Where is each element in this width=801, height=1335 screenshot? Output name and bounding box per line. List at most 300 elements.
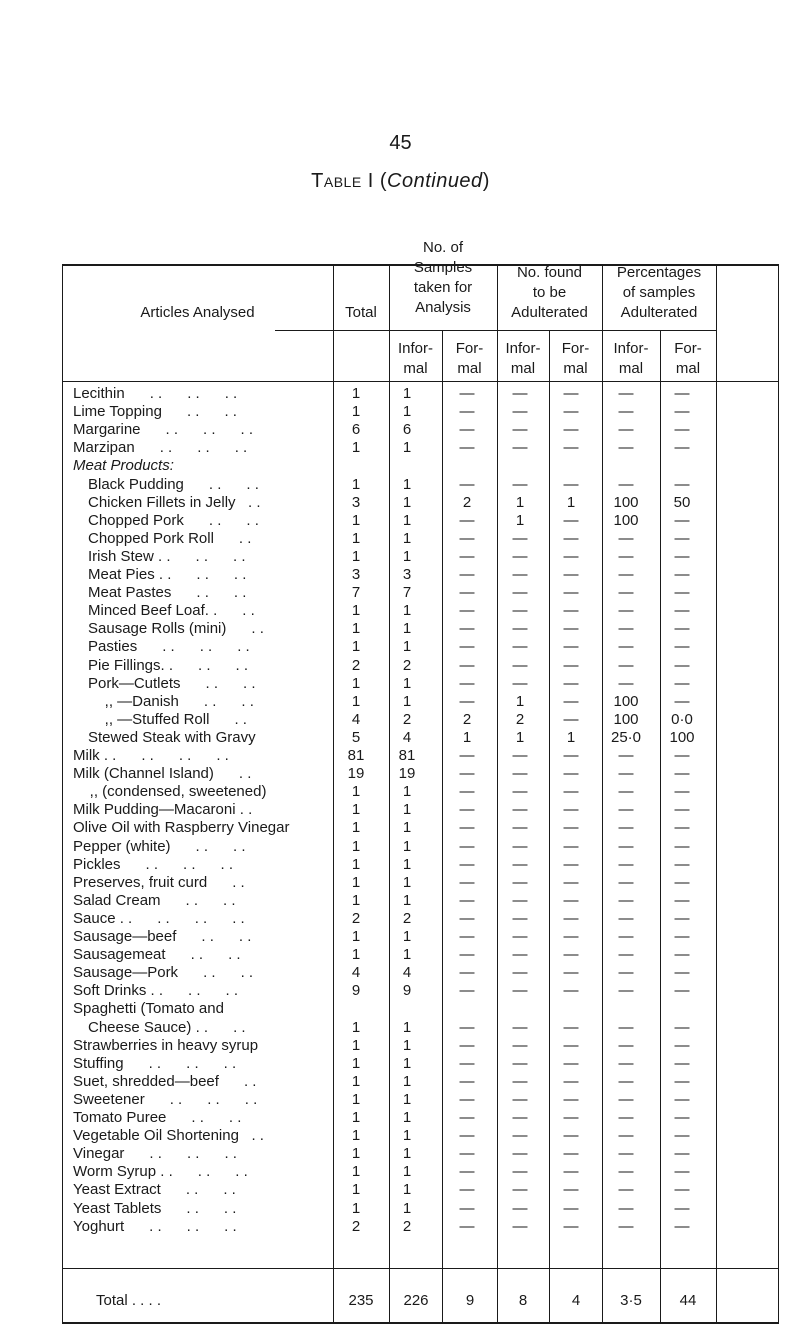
row-cell: — xyxy=(674,946,690,964)
table-row xyxy=(0,1109,801,1126)
row-cell: — xyxy=(563,421,579,439)
row-cell: — xyxy=(459,439,475,457)
row-cell: 1 xyxy=(566,493,576,511)
row-cell: 1 xyxy=(566,728,576,746)
row-cell: 1 xyxy=(351,638,361,656)
row-cell: — xyxy=(618,891,634,909)
row-cell: 1 xyxy=(351,1127,361,1145)
row-cell: — xyxy=(512,765,528,783)
row-cell: — xyxy=(618,855,634,873)
row-cell: — xyxy=(512,475,528,493)
row-cell: — xyxy=(618,964,634,982)
row-cell: — xyxy=(563,439,579,457)
row-cell: — xyxy=(512,1018,528,1036)
row-cell: 1 xyxy=(351,1109,361,1126)
row-cell: 1 xyxy=(351,385,361,402)
row-cell: — xyxy=(512,385,528,402)
row-cell: 1 xyxy=(402,1199,412,1217)
table-row xyxy=(0,838,801,855)
row-cell: — xyxy=(618,385,634,402)
row-cell: — xyxy=(459,1036,475,1054)
row-cell: — xyxy=(459,837,475,855)
table-row xyxy=(0,1000,801,1017)
row-cell: — xyxy=(674,439,690,457)
row-cell: — xyxy=(563,964,579,982)
row-cell: 0·0 xyxy=(671,710,693,728)
row-cell: — xyxy=(563,855,579,873)
subheader-found-formal xyxy=(549,339,602,379)
row-cell: 1 xyxy=(351,873,361,891)
header-samples-line3: taken for xyxy=(413,279,473,296)
row-cell: — xyxy=(674,584,690,602)
row-cell: 1 xyxy=(462,728,472,746)
row-cell: — xyxy=(618,620,634,638)
header-samples-line1: No. of xyxy=(422,239,464,256)
row-cell: 1 xyxy=(402,493,412,511)
row-cell: — xyxy=(459,1109,475,1126)
row-cell: — xyxy=(618,421,634,439)
row-cell: 3 xyxy=(402,566,412,583)
row-cell: 4 xyxy=(402,964,412,982)
row-cell: — xyxy=(618,1199,634,1217)
row-cell: — xyxy=(674,982,690,1000)
row-label: Pasties . . . . . . xyxy=(88,638,250,656)
row-cell: — xyxy=(459,928,475,945)
row-cell: — xyxy=(618,1163,634,1181)
row-cell: 9 xyxy=(402,982,412,1000)
row-cell: — xyxy=(459,1145,475,1163)
row-cell: 19 xyxy=(398,765,416,783)
header-rule xyxy=(62,381,778,382)
row-cell: — xyxy=(563,747,579,764)
subheader-text: mal xyxy=(457,360,482,377)
row-cell: — xyxy=(459,1217,475,1235)
row-label: Pepper (white) . . . . xyxy=(73,837,246,855)
row-cell: — xyxy=(618,1090,634,1108)
row-label: Suet, shredded—beef . . xyxy=(73,1072,257,1090)
row-label: Meat Pastes . . . . xyxy=(88,584,247,602)
row-cell: — xyxy=(674,620,690,638)
table-row xyxy=(0,638,801,655)
row-cell: — xyxy=(459,674,475,692)
row-label: Yoghurt . . . . . . xyxy=(73,1217,237,1235)
row-cell: 4 xyxy=(351,710,361,728)
row-cell: 2 xyxy=(351,656,361,674)
table-row xyxy=(0,584,801,601)
row-cell: — xyxy=(563,1127,579,1145)
table-row xyxy=(0,910,801,927)
row-cell: 1 xyxy=(351,1199,361,1217)
row-cell: — xyxy=(512,747,528,764)
table-row xyxy=(0,1073,801,1090)
row-cell: — xyxy=(618,909,634,927)
row-cell: — xyxy=(459,1090,475,1108)
row-cell: 6 xyxy=(402,421,412,439)
table-row xyxy=(0,1127,801,1144)
row-cell: — xyxy=(674,1217,690,1235)
row-cell: — xyxy=(512,421,528,439)
row-label: Stewed Steak with Gravy xyxy=(88,728,256,746)
table-row xyxy=(0,801,801,818)
row-label: Marzipan . . . . . . xyxy=(73,439,248,457)
table-row xyxy=(0,892,801,909)
row-cell: — xyxy=(459,801,475,819)
table-row xyxy=(0,928,801,945)
row-cell: — xyxy=(512,403,528,421)
row-cell: — xyxy=(563,946,579,964)
row-cell: — xyxy=(512,1036,528,1054)
row-cell: — xyxy=(674,692,690,710)
subheader-text: mal xyxy=(563,360,588,377)
row-cell: 2 xyxy=(462,493,472,511)
row-cell: — xyxy=(674,1199,690,1217)
row-cell: — xyxy=(674,855,690,873)
row-cell: — xyxy=(459,1127,475,1145)
table-row xyxy=(0,476,801,493)
row-cell: 1 xyxy=(402,1018,412,1036)
table-row xyxy=(0,1055,801,1072)
row-cell: 6 xyxy=(351,421,361,439)
row-cell: 1 xyxy=(402,1054,412,1072)
row-cell: — xyxy=(618,1217,634,1235)
table-row xyxy=(0,856,801,873)
row-label: Sweetener . . . . . . xyxy=(73,1090,258,1108)
row-cell: — xyxy=(618,674,634,692)
row-cell: — xyxy=(563,710,579,728)
row-cell: 1 xyxy=(351,439,361,457)
table-row xyxy=(0,566,801,583)
row-cell: — xyxy=(459,1018,475,1036)
row-cell: — xyxy=(563,656,579,674)
table-row xyxy=(0,765,801,782)
row-label: Preserves, fruit curd . . xyxy=(73,873,245,891)
subheader-text: mal xyxy=(403,360,428,377)
table-row xyxy=(0,602,801,619)
row-cell: — xyxy=(459,566,475,583)
table-row xyxy=(0,1218,801,1235)
subheader-samples-informal xyxy=(389,339,442,379)
header-samples-taken xyxy=(389,238,497,318)
row-cell: 2 xyxy=(351,909,361,927)
table-row xyxy=(0,1145,801,1162)
header-percent-line3: Adulterated xyxy=(620,304,698,321)
row-cell: 1 xyxy=(351,547,361,565)
row-label: Sausage—Pork . . . . xyxy=(73,964,254,982)
total-cell: 3·5 xyxy=(620,1292,642,1309)
row-cell: 1 xyxy=(402,1163,412,1181)
row-cell: — xyxy=(459,638,475,656)
row-cell: — xyxy=(674,1181,690,1199)
row-cell: — xyxy=(674,801,690,819)
row-cell: — xyxy=(563,692,579,710)
row-cell: — xyxy=(563,1145,579,1163)
row-cell: 4 xyxy=(351,964,361,982)
row-cell: 1 xyxy=(351,783,361,801)
row-cell: 1 xyxy=(351,674,361,692)
row-cell: — xyxy=(563,837,579,855)
row-cell: 3 xyxy=(351,566,361,583)
table-row xyxy=(0,711,801,728)
row-label: Milk (Channel Island) . . xyxy=(73,765,252,783)
row-cell: — xyxy=(674,1127,690,1145)
row-cell: 1 xyxy=(351,837,361,855)
table-row xyxy=(0,620,801,637)
row-cell: — xyxy=(563,765,579,783)
row-cell: 7 xyxy=(351,584,361,602)
row-cell: — xyxy=(512,873,528,891)
row-cell: — xyxy=(618,819,634,837)
row-cell: — xyxy=(512,783,528,801)
row-cell: — xyxy=(674,1090,690,1108)
row-cell: 1 xyxy=(515,511,525,529)
row-cell: — xyxy=(459,1163,475,1181)
row-cell: 7 xyxy=(402,584,412,602)
row-cell: 1 xyxy=(402,873,412,891)
row-cell: — xyxy=(674,674,690,692)
row-cell: — xyxy=(674,529,690,547)
row-cell: — xyxy=(674,819,690,837)
row-cell: — xyxy=(459,891,475,909)
row-label: ,, —Stuffed Roll . . xyxy=(88,710,247,728)
table-row xyxy=(0,657,801,674)
row-cell: 1 xyxy=(351,692,361,710)
table-row xyxy=(0,946,801,963)
row-cell: — xyxy=(563,909,579,927)
row-label: Meat Pies . . . . . . xyxy=(88,566,247,583)
row-cell: — xyxy=(512,584,528,602)
row-cell: — xyxy=(563,638,579,656)
row-label: Chicken Fillets in Jelly . . xyxy=(88,493,261,511)
row-cell: — xyxy=(563,928,579,945)
row-label: Cheese Sauce) . . . . xyxy=(88,1018,246,1036)
page-number: 45 xyxy=(389,132,412,154)
row-cell: 1 xyxy=(351,1181,361,1199)
row-label: Sauce . . . . . . . . xyxy=(73,909,245,927)
total-rule xyxy=(62,1268,778,1269)
row-label: Vinegar . . . . . . xyxy=(73,1145,237,1163)
row-cell: — xyxy=(512,801,528,819)
row-cell: — xyxy=(618,873,634,891)
row-cell: — xyxy=(459,385,475,402)
row-cell: — xyxy=(563,1090,579,1108)
row-cell: — xyxy=(674,421,690,439)
row-cell: — xyxy=(512,819,528,837)
row-cell: — xyxy=(618,946,634,964)
row-label: ,, (condensed, sweetened) xyxy=(73,783,267,801)
row-cell: — xyxy=(618,475,634,493)
row-cell: — xyxy=(618,529,634,547)
row-cell: 100 xyxy=(613,493,639,511)
row-cell: 1 xyxy=(402,547,412,565)
row-cell: 1 xyxy=(351,1090,361,1108)
row-label: Pork—Cutlets . . . . xyxy=(88,674,256,692)
row-cell: — xyxy=(459,855,475,873)
row-cell: — xyxy=(459,620,475,638)
row-cell: 1 xyxy=(402,819,412,837)
row-cell: — xyxy=(674,837,690,855)
row-cell: 1 xyxy=(402,638,412,656)
row-cell: 1 xyxy=(402,475,412,493)
row-label: Irish Stew . . . . . . xyxy=(88,547,246,565)
row-label: Worm Syrup . . . . . . xyxy=(73,1163,248,1181)
row-cell: 1 xyxy=(351,620,361,638)
table-row xyxy=(0,1091,801,1108)
row-cell: — xyxy=(618,1181,634,1199)
row-cell: — xyxy=(618,1072,634,1090)
header-articles: Articles Analysed xyxy=(140,304,255,321)
row-cell: — xyxy=(459,1072,475,1090)
row-cell: — xyxy=(563,1199,579,1217)
row-cell: 1 xyxy=(402,1072,412,1090)
row-cell: — xyxy=(459,547,475,565)
row-cell: — xyxy=(563,801,579,819)
row-cell: — xyxy=(618,638,634,656)
row-cell: — xyxy=(512,964,528,982)
row-cell: — xyxy=(512,1109,528,1126)
header-found-line3: Adulterated xyxy=(511,304,588,321)
total-cell: 9 xyxy=(465,1292,475,1309)
row-cell: 1 xyxy=(402,801,412,819)
row-cell: 19 xyxy=(347,765,365,783)
row-label: Stuffing . . . . . . xyxy=(73,1054,237,1072)
row-cell: 1 xyxy=(402,1036,412,1054)
row-cell: — xyxy=(618,656,634,674)
row-cell: — xyxy=(563,511,579,529)
row-cell: — xyxy=(674,602,690,620)
row-cell: — xyxy=(459,909,475,927)
row-cell: 1 xyxy=(402,620,412,638)
row-cell: — xyxy=(563,873,579,891)
row-cell: 2 xyxy=(402,1217,412,1235)
row-label: Sausage Rolls (mini) . . xyxy=(88,620,264,638)
row-cell: — xyxy=(563,1072,579,1090)
row-cell: 2 xyxy=(462,710,472,728)
row-cell: 1 xyxy=(402,1127,412,1145)
header-percent-line1: Percentages xyxy=(616,264,702,281)
row-cell: — xyxy=(618,783,634,801)
row-cell: — xyxy=(459,656,475,674)
table-row xyxy=(0,982,801,999)
row-cell: — xyxy=(512,909,528,927)
header-total: Total xyxy=(345,304,377,321)
row-cell: 1 xyxy=(351,928,361,945)
row-cell: — xyxy=(512,837,528,855)
row-label: Chopped Pork Roll . . xyxy=(88,529,252,547)
row-cell: — xyxy=(459,747,475,764)
row-cell: — xyxy=(563,1181,579,1199)
row-cell: 9 xyxy=(351,982,361,1000)
subheader-text: Infor- xyxy=(397,340,433,357)
row-cell: — xyxy=(674,1054,690,1072)
total-cell: 8 xyxy=(518,1292,528,1309)
row-cell: — xyxy=(674,747,690,764)
row-cell: — xyxy=(459,783,475,801)
row-cell: — xyxy=(563,547,579,565)
row-cell: — xyxy=(459,946,475,964)
subheader-text: mal xyxy=(510,360,536,377)
subheader-text: For- xyxy=(455,340,484,357)
row-cell: — xyxy=(512,547,528,565)
row-cell: 2 xyxy=(402,656,412,674)
row-cell: — xyxy=(459,529,475,547)
table-title xyxy=(0,170,801,193)
row-cell: — xyxy=(674,928,690,945)
subheader-samples-formal xyxy=(442,339,497,379)
table-row xyxy=(0,494,801,511)
row-cell: — xyxy=(674,1163,690,1181)
table-row xyxy=(0,1037,801,1054)
row-cell: 2 xyxy=(402,909,412,927)
row-cell: — xyxy=(563,529,579,547)
total-cell: 44 xyxy=(679,1292,697,1309)
subheader-text: mal xyxy=(675,360,701,377)
row-cell: — xyxy=(563,1018,579,1036)
row-cell: — xyxy=(512,1181,528,1199)
row-cell: — xyxy=(563,1217,579,1235)
row-cell: — xyxy=(563,602,579,620)
header-found xyxy=(497,263,602,323)
row-cell: 1 xyxy=(402,891,412,909)
row-cell: — xyxy=(674,547,690,565)
total-cell: 235 xyxy=(348,1292,374,1309)
total-cell: 226 xyxy=(403,1292,429,1309)
row-cell: — xyxy=(563,819,579,837)
row-cell: — xyxy=(459,1181,475,1199)
row-cell: — xyxy=(512,638,528,656)
row-cell: — xyxy=(618,747,634,764)
row-cell: 1 xyxy=(402,1181,412,1199)
row-cell: 1 xyxy=(351,602,361,620)
row-cell: — xyxy=(512,566,528,583)
row-cell: — xyxy=(459,964,475,982)
subheader-text: For- xyxy=(561,340,590,357)
row-cell: 1 xyxy=(402,855,412,873)
row-cell: 1 xyxy=(351,403,361,421)
row-cell: — xyxy=(563,674,579,692)
table-row xyxy=(0,874,801,891)
row-label: Pie Fillings. . . . . . xyxy=(88,656,249,674)
header-samples-line2: Samples xyxy=(413,259,473,276)
row-cell: 1 xyxy=(402,1090,412,1108)
row-label: Lime Topping . . . . xyxy=(73,403,237,421)
row-cell: — xyxy=(512,439,528,457)
row-label: Meat Products: xyxy=(73,457,174,475)
row-cell: 100 xyxy=(613,511,639,529)
row-cell: — xyxy=(512,982,528,1000)
row-cell: — xyxy=(618,928,634,945)
row-cell: — xyxy=(563,385,579,402)
row-cell: 1 xyxy=(402,837,412,855)
row-cell: 5 xyxy=(351,728,361,746)
row-label: Milk Pudding—Macaroni . . xyxy=(73,801,253,819)
header-samples-line4: Analysis xyxy=(415,299,471,316)
row-cell: — xyxy=(459,421,475,439)
row-label: Salad Cream . . . . xyxy=(73,891,236,909)
row-cell: 1 xyxy=(402,692,412,710)
row-cell: — xyxy=(512,1145,528,1163)
row-cell: — xyxy=(674,1109,690,1126)
row-cell: 1 xyxy=(402,928,412,945)
table-row xyxy=(0,530,801,547)
row-cell: — xyxy=(512,946,528,964)
row-label: Pickles . . . . . . xyxy=(73,855,234,873)
row-cell: — xyxy=(618,982,634,1000)
row-cell: — xyxy=(459,511,475,529)
row-cell: — xyxy=(512,1217,528,1235)
row-cell: — xyxy=(563,783,579,801)
table-row xyxy=(0,675,801,692)
row-label: Strawberries in heavy syrup xyxy=(73,1036,259,1054)
